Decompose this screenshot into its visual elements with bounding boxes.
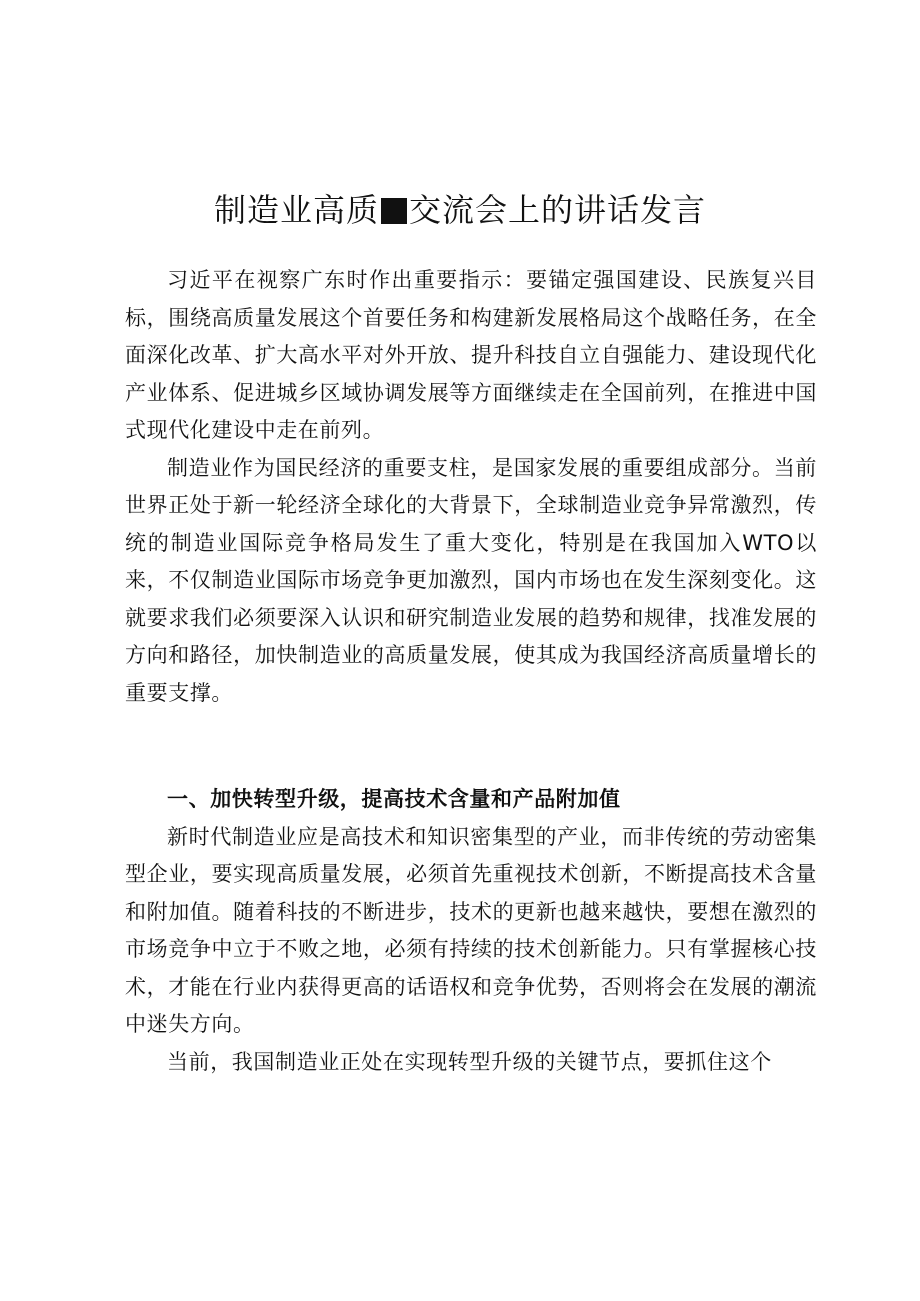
redaction-mark — [381, 198, 407, 224]
paragraph-3: 新时代制造业应是高技术和知识密集型的产业，而非传统的劳动密集型企业，要实现高质量发展，必须首先重视技术创新，不断提高技术含量和附加值。随着科技的不断进步，技术的更新也越来越快，要想在激烈的市场竞争中立于不败之地，必须有持续的技术创新能力。只有掌握核心技术，才能在行业内获得更高的话语权和竞争优势，否则将会在发展的潮流中迷失方向。 — [125, 824, 817, 1036]
body-section-2 — [125, 781, 817, 1081]
paragraph-4: 当前，我国制造业正处在实现转型升级的关键节点，要抓住这个 — [167, 1049, 772, 1074]
title-left: 制造业高质 — [213, 191, 379, 229]
section-heading-1: 一、加快转型升级，提高技术含量和产品附加值 — [167, 787, 621, 811]
document-title — [0, 188, 920, 232]
body-section-1 — [125, 262, 817, 712]
paragraph-2: 制造业作为国民经济的重要支柱，是国家发展的重要组成部分。当前世界正处于新一轮经济全球化的大背景下，全球制造业竞争异常激烈，传统的制造业国际竞争格局发生了重大变化，特别是在我国加入WTO以来，不仅制造业国际市场竞争更加激烈，国内市场也在发生深刻变化。这就要求我们必须要深入认识和研究制造业发展的趋势和规律，找准发展的方向和路径，加快制造业的高质量发展，使其成为我国经济高质量增长的重要支撑。 — [125, 455, 817, 705]
title-right: 交流会上的讲话发言 — [409, 191, 707, 229]
paragraph-1: 习近平在视察广东时作出重要指示：要锚定强国建设、民族复兴目标，围绕高质量发展这个首要任务和构建新发展格局这个战略任务，在全面深化改革、扩大高水平对外开放、提升科技自立自强能力、建设现代化产业体系、促进城乡区域协调发展等方面继续走在全国前列，在推进中国式现代化建设中走在前列。 — [125, 268, 817, 442]
